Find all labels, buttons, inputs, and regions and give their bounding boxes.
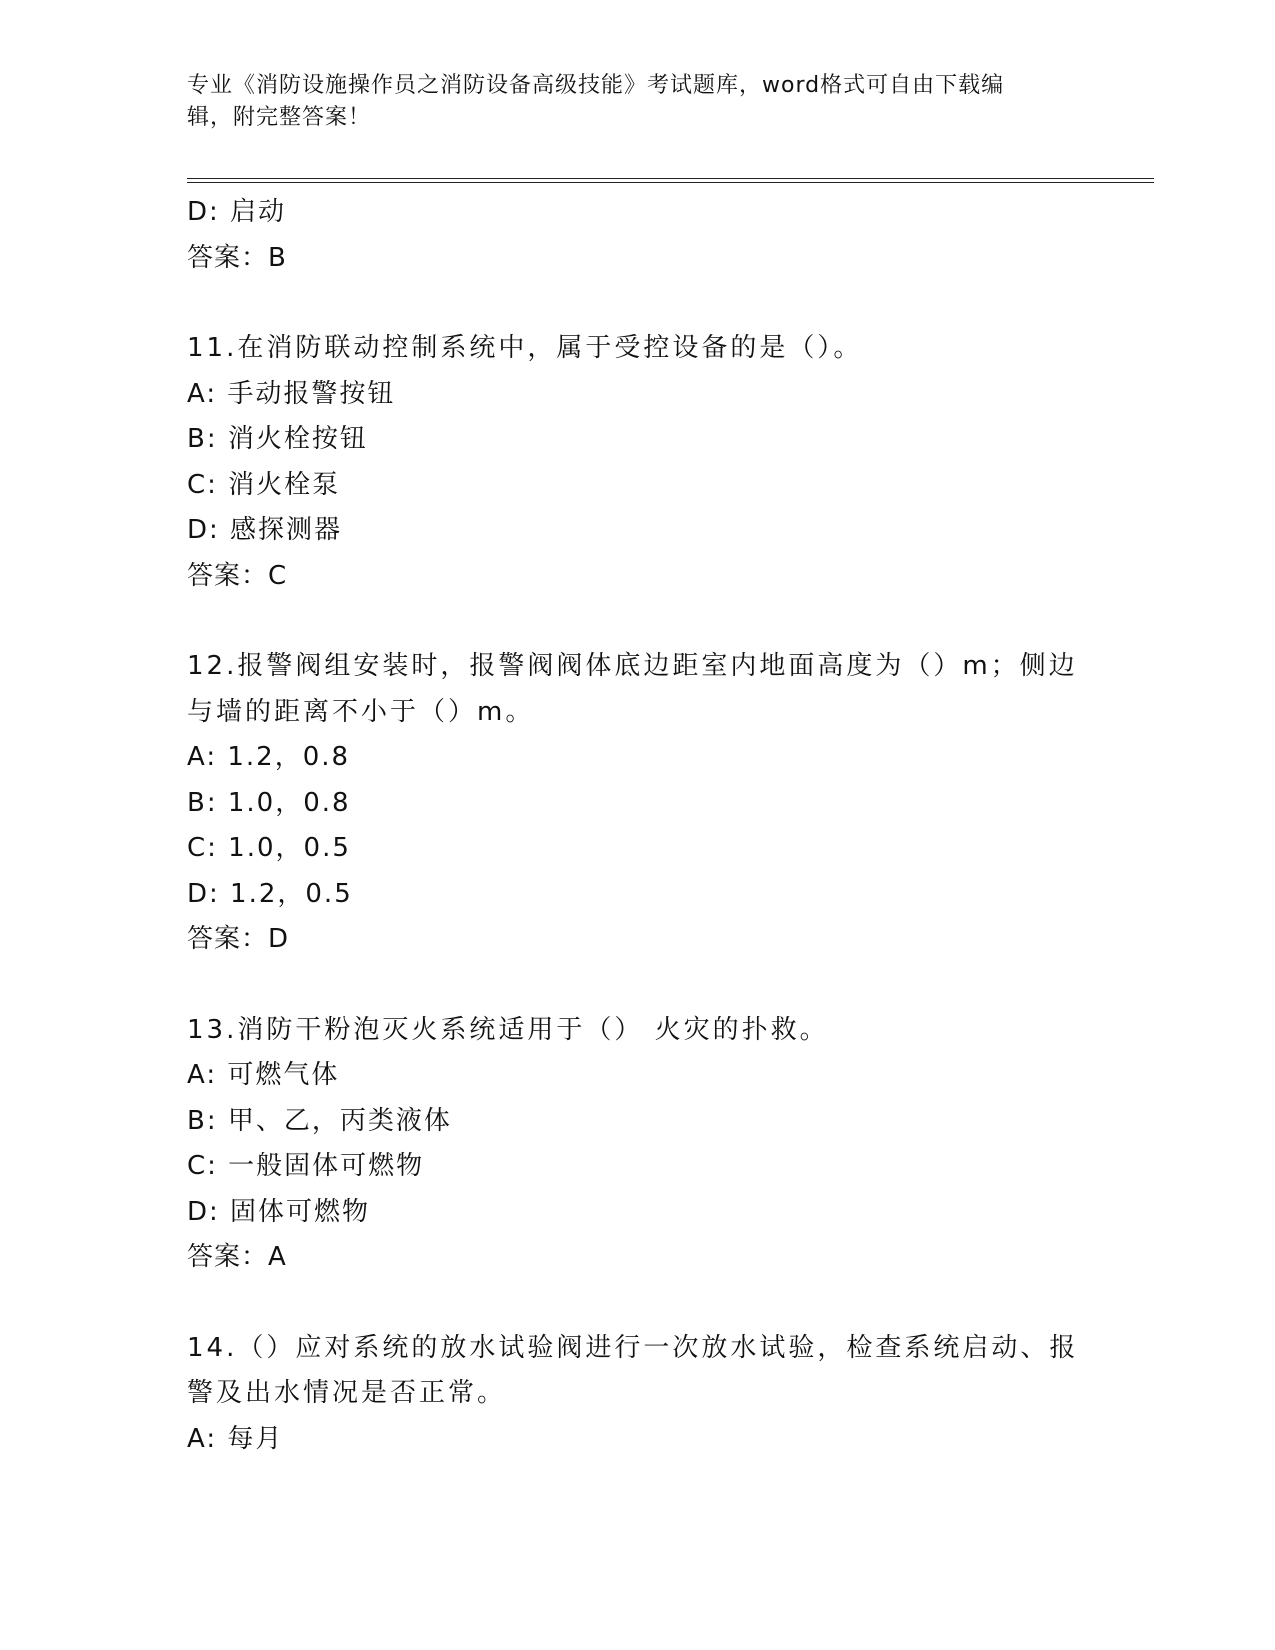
previous-question-tail — [187, 190, 1087, 281]
option-c: C: 1.0，0.5 — [187, 833, 351, 863]
option-d: D: 固体可燃物 — [187, 1196, 371, 1227]
option-b: B: 消火栓按钮 — [187, 424, 368, 454]
question-stem: 14.（）应对系统的放水试验阀进行一次放水试验，检查系统启动、报 — [187, 1332, 1079, 1363]
option-a: A: 可燃气体 — [187, 1060, 340, 1090]
header-line-1: 专业《消防设施操作员之消防设备高级技能》考试题库，word格式可自由下载编 — [187, 73, 1005, 98]
answer-line: 答案：B — [187, 242, 287, 273]
answer-line: 答案：C — [187, 560, 288, 591]
answer-line: 答案：D — [187, 924, 290, 954]
question-14 — [187, 1326, 1087, 1463]
header-divider — [187, 178, 1154, 183]
page-header — [187, 70, 1087, 134]
question-12 — [187, 644, 1087, 963]
option-d: D: 1.2，0.5 — [187, 878, 353, 909]
question-stem: 11.在消防联动控制系统中，属于受控设备的是（）。 — [187, 333, 863, 363]
answer-line: 答案：A — [187, 1242, 287, 1272]
option-b: B: 甲、乙，丙类液体 — [187, 1105, 452, 1136]
option-d: D: 感探测器 — [187, 515, 343, 545]
document-body — [187, 190, 1087, 1462]
question-11 — [187, 326, 1087, 599]
option-d: D: 启动 — [187, 197, 287, 227]
question-stem-continued: 警及出水情况是否正常。 — [187, 1378, 507, 1408]
option-a: A: 手动报警按钮 — [187, 378, 396, 409]
option-a: A: 每月 — [187, 1423, 284, 1454]
question-stem: 12.报警阀组安装时，报警阀阀体底边距室内地面高度为（）m；侧边 — [187, 651, 1078, 681]
header-line-2: 辑，附完整答案！ — [187, 105, 372, 130]
option-b: B: 1.0，0.8 — [187, 787, 351, 818]
option-a: A: 1.2，0.8 — [187, 742, 351, 772]
option-c: C: 消火栓泵 — [187, 469, 341, 500]
question-13 — [187, 1008, 1087, 1281]
question-stem: 13.消防干粉泡灭火系统适用于（） 火灾的扑救。 — [187, 1014, 829, 1045]
option-c: C: 一般固体可燃物 — [187, 1151, 425, 1181]
question-stem-continued: 与墙的距离不小于（）m。 — [187, 696, 535, 727]
